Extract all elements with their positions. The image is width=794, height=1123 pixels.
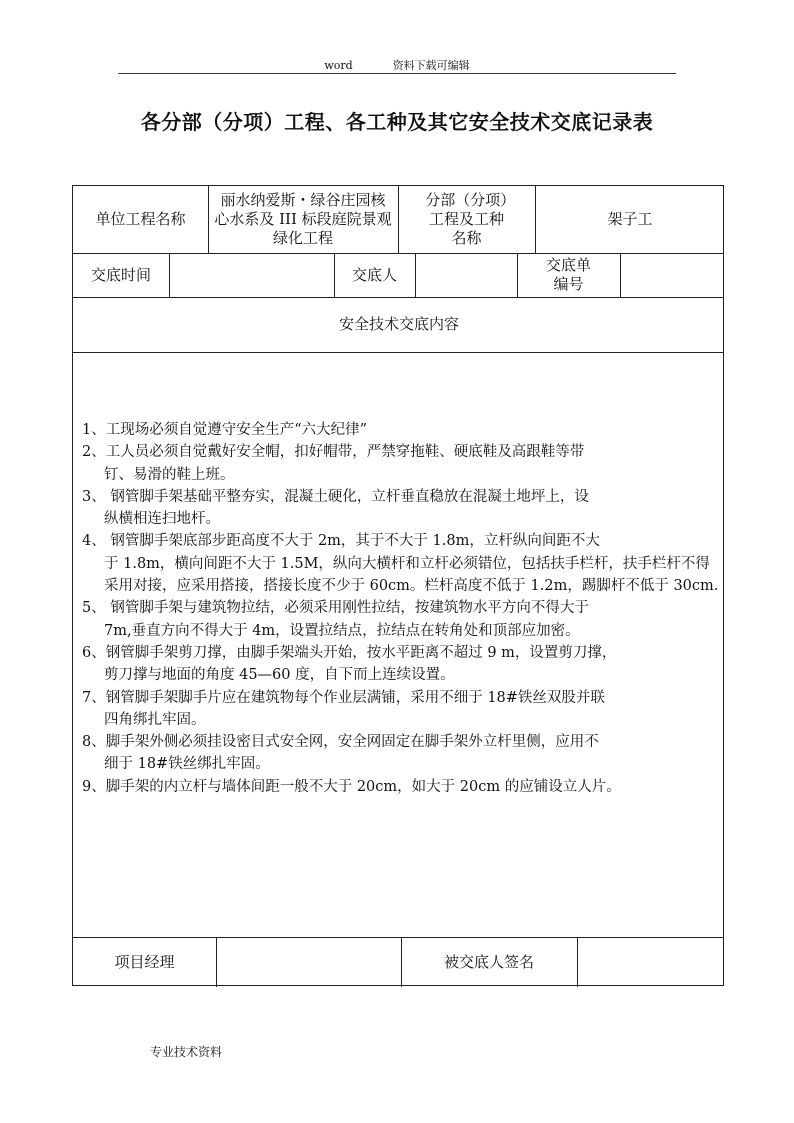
item-first-line: 1、工现场必须自觉遵守安全生产“六大纪律”: [82, 422, 368, 438]
unit-project-value: 丽水纳爱斯・绿谷庄园核心水系及 III 标段庭院景观绿化工程: [214, 191, 392, 247]
item-first-line: 7、钢管脚手架脚手片应在建筑物每个作业层满铺，采用不细于 18#铁丝双股并联: [82, 689, 605, 706]
document-title: 各分部（分项）工程、各工种及其它安全技术交底记录表: [140, 110, 654, 134]
content-item: [80, 687, 720, 732]
item-first-line: 2、工人员必须自觉戴好安全帽，扣好帽带，严禁穿拖鞋、硬底鞋及高跟鞋等带: [82, 444, 585, 461]
item-continuation: 于 1.8m，横向间距不大于 1.5M，纵向大横杆和立杆必须错位，包括扶手栏杆，扶手栏杆不得采用对接，应采用搭接，搭接长度不少于 60cm。栏杆高度不低于 1.2m，踢脚杆不低于 30cm.: [104, 555, 719, 595]
page-header: [0, 57, 794, 73]
item-continuation: 7m,垂直方向不得大于 4m，设置拉结点，拉结点在转角处和顶部应加密。: [104, 622, 580, 639]
content-item: [80, 642, 720, 687]
time-label: 交底时间: [90, 265, 151, 284]
receiver-label: 被交底人签名: [443, 952, 534, 971]
row-divider: [73, 352, 723, 353]
content-item: [80, 441, 720, 486]
item-first-line: 9、脚手架的内立杆与墙体间距一般不大于 20cm，如大于 20cm 的应铺设立人片。: [82, 778, 621, 795]
item-first-line: 3、 钢管脚手架基础平整夯实，混凝土硬化，立杆垂直稳放在混凝土地坪上，设: [82, 488, 589, 505]
item-continuation: 钉、易滑的鞋上班。: [104, 466, 235, 483]
item-first-line: 8、脚手架外侧必须挂设密目式安全网，安全网固定在脚手架外立杆里侧，应用不: [82, 734, 599, 751]
disclosure-content: [80, 419, 720, 798]
item-first-line: 5、 钢管脚手架与建筑物拉结，必须采用刚性拉结，按建筑物水平方向不得大于: [82, 600, 589, 617]
page-footer: 专业技术资料: [150, 1045, 223, 1059]
number-value[interactable]: [620, 253, 725, 297]
content-item: [80, 731, 720, 776]
item-continuation: 剪刀撑与地面的角度 45—60 度，自下而上连续设置。: [104, 667, 455, 684]
content-item: [80, 597, 720, 642]
manager-label: 项目经理: [114, 952, 175, 971]
discloser-value[interactable]: [415, 253, 517, 297]
content-item: [80, 419, 720, 441]
time-value[interactable]: [169, 253, 334, 297]
item-first-line: 6、钢管脚手架剪刀撑，由脚手架端头开始，按水平距离不超过 9 m，设置剪刀撑，: [82, 644, 617, 661]
disclosure-record-table: [72, 185, 724, 986]
manager-signature[interactable]: [216, 937, 401, 987]
receiver-signature[interactable]: [577, 937, 725, 987]
subproject-label: 分部（分项）工程及工种名称: [425, 191, 508, 247]
number-label: 交底单编号: [545, 256, 591, 293]
subproject-value: 架子工: [607, 210, 653, 228]
item-continuation: 四角绑扎牢固。: [104, 711, 206, 728]
content-item: [80, 776, 720, 798]
item-first-line: 4、 钢管脚手架底部步距高度不大于 2m，其于不大于 1.8m，立杆纵向间距不大: [82, 533, 600, 550]
content-item: [80, 486, 720, 531]
header-note: 资料下载可编辑: [392, 59, 470, 72]
header-divider: [118, 73, 676, 74]
section-title: 安全技术交底内容: [338, 315, 459, 333]
item-continuation: 细于 18#铁丝绑扎牢固。: [104, 756, 270, 773]
content-item: [80, 530, 720, 597]
discloser-label: 交底人: [351, 265, 397, 284]
item-continuation: 纵横相连扫地杆。: [104, 511, 220, 528]
unit-project-label: 单位工程名称: [95, 210, 186, 228]
header-word: word: [324, 59, 353, 72]
